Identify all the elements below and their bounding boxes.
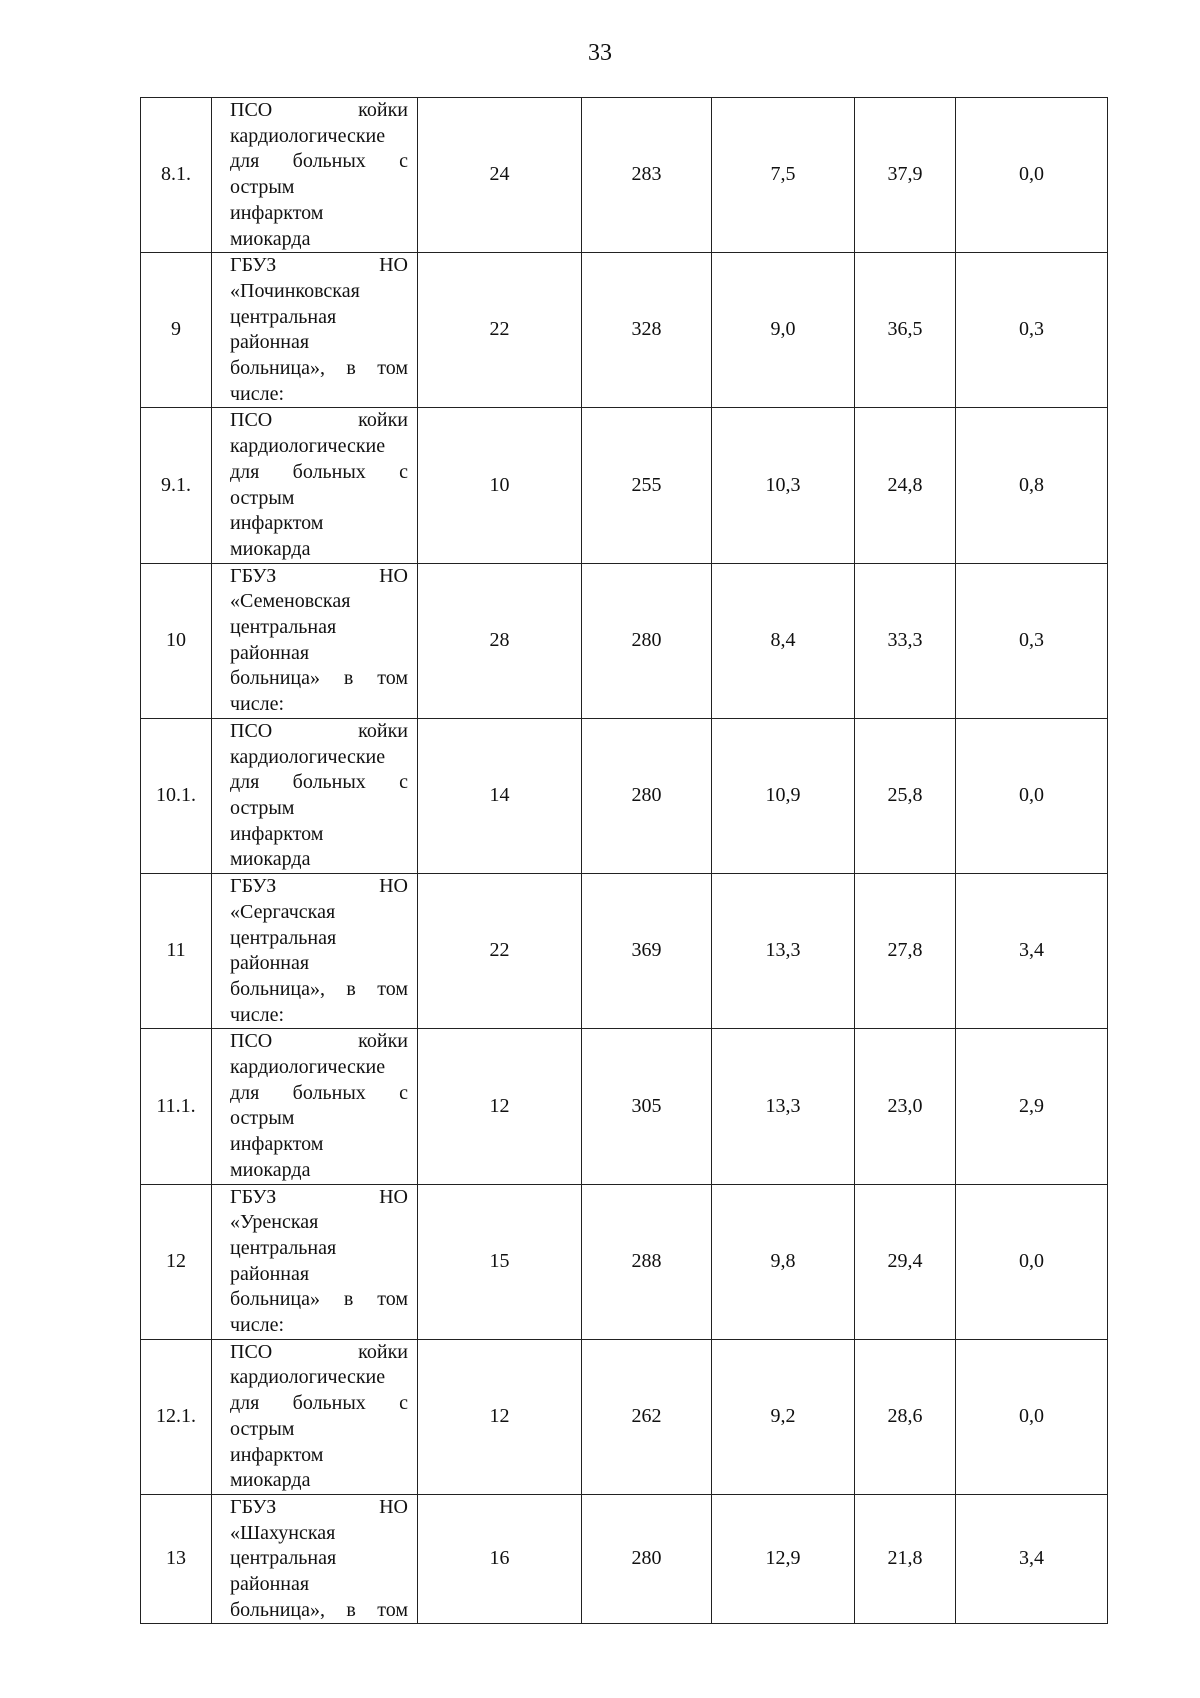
name-line: [230, 201, 408, 227]
name-word: «Уренская: [230, 1211, 319, 1234]
name-word: ПСО: [230, 719, 273, 742]
name-word: для: [230, 1392, 260, 1415]
name-word: районная: [230, 1262, 310, 1285]
value-cell-col-6: 25,8: [855, 718, 956, 873]
value-cell-col-4: 288: [582, 1184, 712, 1339]
name-word: в: [346, 1598, 356, 1621]
name-line: [230, 1236, 408, 1262]
name-word: миокарда: [230, 537, 311, 560]
name-word: центральная: [230, 926, 337, 949]
name-word: числе:: [230, 1314, 285, 1337]
name-word: больных: [292, 1392, 366, 1415]
name-line: [230, 356, 408, 382]
name-word: больных: [292, 771, 366, 794]
name-line: [230, 1210, 408, 1236]
value-cell-col-3: 22: [418, 253, 582, 408]
name-line: [230, 1443, 408, 1469]
row-number-cell: 10: [141, 563, 212, 718]
name-line: [230, 124, 408, 150]
name-word: центральная: [230, 616, 337, 639]
name-word: острым: [230, 796, 295, 819]
name-line: [230, 745, 408, 771]
name-word: ГБУЗ: [230, 564, 277, 587]
value-cell-col-7: 3,4: [956, 874, 1108, 1029]
value-cell-col-5: 13,3: [712, 874, 855, 1029]
table-row: [141, 718, 1108, 873]
name-word: острым: [230, 486, 295, 509]
name-line: [230, 175, 408, 201]
name-word: инфарктом: [230, 822, 324, 845]
institution-name-cell: [212, 408, 418, 563]
name-line: [230, 926, 408, 952]
name-line: [230, 1495, 408, 1521]
name-word: том: [377, 357, 408, 380]
value-cell-col-5: 13,3: [712, 1029, 855, 1184]
name-line: [230, 98, 408, 124]
name-line: [230, 822, 408, 848]
name-word: том: [377, 1288, 408, 1311]
name-line: [230, 1262, 408, 1288]
value-cell-col-3: 12: [418, 1339, 582, 1494]
value-cell-col-3: 12: [418, 1029, 582, 1184]
page-number: 33: [588, 40, 612, 66]
name-word: НО: [379, 564, 408, 587]
name-line: [230, 434, 408, 460]
name-line: [230, 330, 408, 356]
row-number-cell: 12: [141, 1184, 212, 1339]
name-word: кардиологические: [230, 1366, 386, 1389]
value-cell-col-3: 16: [418, 1494, 582, 1624]
name-word: с: [399, 460, 408, 483]
name-word: том: [377, 1598, 408, 1621]
name-line: [230, 1003, 408, 1029]
name-line: [230, 1055, 408, 1081]
value-cell-col-3: 14: [418, 718, 582, 873]
institution-name-cell: [212, 718, 418, 873]
name-word: районная: [230, 1573, 310, 1596]
table-row: [141, 563, 1108, 718]
row-number-cell: 13: [141, 1494, 212, 1624]
name-word: НО: [379, 875, 408, 898]
value-cell-col-4: 262: [582, 1339, 712, 1494]
institution-name-cell: [212, 1184, 418, 1339]
value-cell-col-6: 33,3: [855, 563, 956, 718]
name-word: районная: [230, 641, 310, 664]
name-line: [230, 1340, 408, 1366]
name-word: для: [230, 460, 260, 483]
value-cell-col-7: 2,9: [956, 1029, 1108, 1184]
row-number-cell: 11.1.: [141, 1029, 212, 1184]
value-cell-col-4: 280: [582, 1494, 712, 1624]
value-cell-col-5: 8,4: [712, 563, 855, 718]
name-word: инфарктом: [230, 1443, 324, 1466]
name-word: числе:: [230, 693, 285, 716]
name-line: [230, 279, 408, 305]
value-cell-col-7: 0,0: [956, 98, 1108, 253]
row-number-cell: 12.1.: [141, 1339, 212, 1494]
table-row: [141, 1494, 1108, 1624]
name-line: [230, 253, 408, 279]
name-word: больница»: [230, 1288, 320, 1311]
name-word: больница»,: [230, 1598, 325, 1621]
name-line: [230, 1572, 408, 1598]
table-row: [141, 1029, 1108, 1184]
name-word: для: [230, 771, 260, 794]
value-cell-col-7: 0,3: [956, 253, 1108, 408]
name-word: НО: [379, 1495, 408, 1518]
name-word: для: [230, 1081, 260, 1104]
name-line: [230, 874, 408, 900]
table-row: [141, 1184, 1108, 1339]
name-word: кардиологические: [230, 435, 386, 458]
name-word: койки: [358, 409, 408, 432]
name-line: [230, 486, 408, 512]
value-cell-col-7: 0,0: [956, 1339, 1108, 1494]
name-line: [230, 666, 408, 692]
name-word: койки: [358, 1340, 408, 1363]
name-word: койки: [358, 1030, 408, 1053]
name-word: ПСО: [230, 1030, 273, 1053]
name-word: «Починковская: [230, 279, 360, 302]
value-cell-col-3: 28: [418, 563, 582, 718]
name-word: миокарда: [230, 227, 311, 250]
value-cell-col-5: 9,2: [712, 1339, 855, 1494]
name-word: центральная: [230, 1236, 337, 1259]
institution-name-cell: [212, 1029, 418, 1184]
name-word: центральная: [230, 305, 337, 328]
name-word: миокарда: [230, 1469, 311, 1492]
name-word: районная: [230, 331, 310, 354]
name-line: [230, 1391, 408, 1417]
value-cell-col-4: 305: [582, 1029, 712, 1184]
name-word: с: [399, 1081, 408, 1104]
name-word: ГБУЗ: [230, 875, 277, 898]
name-line: [230, 641, 408, 667]
name-word: инфарктом: [230, 201, 324, 224]
name-line: [230, 1468, 408, 1494]
name-line: [230, 1132, 408, 1158]
name-word: том: [377, 977, 408, 1000]
name-word: ПСО: [230, 99, 273, 121]
name-word: том: [377, 667, 408, 690]
institution-name-cell: [212, 563, 418, 718]
name-word: больных: [292, 150, 366, 173]
value-cell-col-6: 36,5: [855, 253, 956, 408]
hospital-beds-table: [140, 97, 1108, 1624]
value-cell-col-6: 23,0: [855, 1029, 956, 1184]
row-number-cell: 9: [141, 253, 212, 408]
value-cell-col-3: 10: [418, 408, 582, 563]
institution-name-cell: [212, 874, 418, 1029]
row-number-cell: 10.1.: [141, 718, 212, 873]
name-word: острым: [230, 1107, 295, 1130]
name-word: ПСО: [230, 409, 273, 432]
name-line: [230, 1081, 408, 1107]
name-word: в: [346, 977, 356, 1000]
name-word: кардиологические: [230, 124, 386, 147]
value-cell-col-7: 0,0: [956, 1184, 1108, 1339]
name-word: ПСО: [230, 1340, 273, 1363]
name-line: [230, 537, 408, 563]
row-number-cell: 11: [141, 874, 212, 1029]
value-cell-col-3: 24: [418, 98, 582, 253]
table-row: [141, 253, 1108, 408]
name-line: [230, 692, 408, 718]
value-cell-col-4: 280: [582, 563, 712, 718]
institution-name-cell: [212, 253, 418, 408]
value-cell-col-5: 10,3: [712, 408, 855, 563]
name-word: острым: [230, 176, 295, 199]
name-line: [230, 796, 408, 822]
value-cell-col-6: 28,6: [855, 1339, 956, 1494]
name-word: в: [343, 667, 354, 690]
name-word: ГБУЗ: [230, 254, 277, 277]
name-line: [230, 847, 408, 873]
value-cell-col-5: 7,5: [712, 98, 855, 253]
value-cell-col-5: 9,0: [712, 253, 855, 408]
name-word: больница»,: [230, 357, 325, 380]
name-line: [230, 900, 408, 926]
name-line: [230, 719, 408, 745]
name-word: кардиологические: [230, 745, 386, 768]
name-line: [230, 227, 408, 253]
value-cell-col-7: 0,8: [956, 408, 1108, 563]
name-word: больница»: [230, 667, 320, 690]
name-word: острым: [230, 1417, 295, 1440]
table-row: [141, 408, 1108, 563]
name-word: НО: [379, 254, 408, 277]
name-line: [230, 1521, 408, 1547]
value-cell-col-4: 369: [582, 874, 712, 1029]
name-line: [230, 1158, 408, 1184]
value-cell-col-4: 283: [582, 98, 712, 253]
name-word: инфарктом: [230, 512, 324, 535]
name-word: больница»,: [230, 977, 325, 1000]
value-cell-col-5: 10,9: [712, 718, 855, 873]
name-line: [230, 1546, 408, 1572]
name-line: [230, 615, 408, 641]
name-line: [230, 305, 408, 331]
name-word: в: [343, 1288, 354, 1311]
name-line: [230, 1365, 408, 1391]
name-line: [230, 1106, 408, 1132]
name-word: инфарктом: [230, 1133, 324, 1156]
name-line: [230, 1029, 408, 1055]
name-line: [230, 1598, 408, 1624]
name-word: миокарда: [230, 848, 311, 871]
name-line: [230, 382, 408, 408]
value-cell-col-7: 0,3: [956, 563, 1108, 718]
name-line: [230, 770, 408, 796]
row-number-cell: 9.1.: [141, 408, 212, 563]
value-cell-col-4: 255: [582, 408, 712, 563]
value-cell-col-6: 27,8: [855, 874, 956, 1029]
value-cell-col-7: 3,4: [956, 1494, 1108, 1624]
name-line: [230, 408, 408, 434]
name-line: [230, 564, 408, 590]
value-cell-col-6: 29,4: [855, 1184, 956, 1339]
name-word: больных: [292, 1081, 366, 1104]
name-word: кардиологические: [230, 1056, 386, 1079]
name-word: миокарда: [230, 1158, 311, 1181]
name-word: ГБУЗ: [230, 1185, 277, 1208]
name-word: с: [399, 1392, 408, 1415]
name-word: районная: [230, 952, 310, 975]
name-line: [230, 511, 408, 537]
name-line: [230, 1313, 408, 1339]
name-line: [230, 977, 408, 1003]
value-cell-col-6: 37,9: [855, 98, 956, 253]
table-row: [141, 874, 1108, 1029]
institution-name-cell: [212, 98, 418, 253]
name-word: НО: [379, 1185, 408, 1208]
value-cell-col-3: 22: [418, 874, 582, 1029]
value-cell-col-6: 24,8: [855, 408, 956, 563]
table-row: [141, 98, 1108, 253]
name-word: для: [230, 150, 260, 173]
value-cell-col-5: 9,8: [712, 1184, 855, 1339]
value-cell-col-3: 15: [418, 1184, 582, 1339]
name-line: [230, 1287, 408, 1313]
name-word: ГБУЗ: [230, 1495, 277, 1518]
value-cell-col-4: 280: [582, 718, 712, 873]
name-word: с: [399, 771, 408, 794]
value-cell-col-5: 12,9: [712, 1494, 855, 1624]
name-word: числе:: [230, 1003, 285, 1026]
name-line: [230, 1417, 408, 1443]
value-cell-col-6: 21,8: [855, 1494, 956, 1624]
name-word: в: [346, 357, 356, 380]
institution-name-cell: [212, 1494, 418, 1624]
name-word: койки: [358, 719, 408, 742]
name-line: [230, 460, 408, 486]
name-word: числе:: [230, 382, 285, 405]
name-word: «Сергачская: [230, 900, 336, 923]
name-word: центральная: [230, 1547, 337, 1570]
name-word: «Семеновская: [230, 590, 351, 613]
name-line: [230, 149, 408, 175]
name-line: [230, 951, 408, 977]
table-row: [141, 1339, 1108, 1494]
row-number-cell: 8.1.: [141, 98, 212, 253]
name-word: больных: [292, 460, 366, 483]
name-word: с: [399, 150, 408, 173]
name-line: [230, 1185, 408, 1211]
institution-name-cell: [212, 1339, 418, 1494]
name-word: «Шахунская: [230, 1521, 336, 1544]
name-line: [230, 589, 408, 615]
name-word: койки: [358, 99, 408, 121]
value-cell-col-4: 328: [582, 253, 712, 408]
value-cell-col-7: 0,0: [956, 718, 1108, 873]
table-body: [141, 98, 1108, 1624]
